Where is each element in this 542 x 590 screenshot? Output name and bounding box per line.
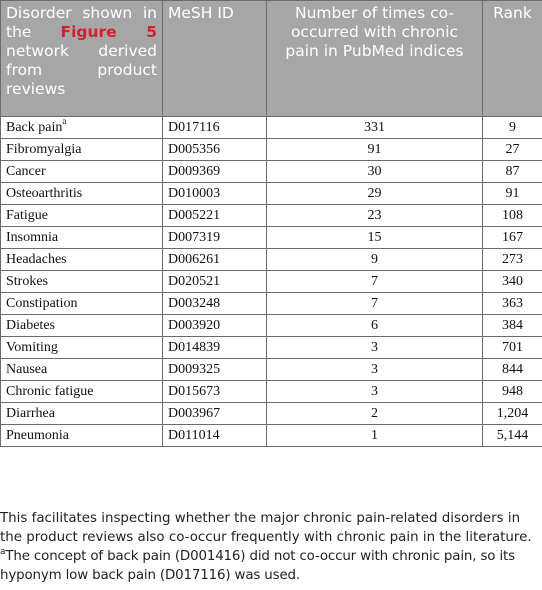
mesh-id-cell: D005221 <box>163 205 267 227</box>
table-body <box>1 117 542 447</box>
mesh-id-cell: D003248 <box>163 293 267 315</box>
mesh-id-cell: D010003 <box>163 183 267 205</box>
count-cell: 23 <box>267 205 483 227</box>
mesh-id-cell: D007319 <box>163 227 267 249</box>
rank-cell: 340 <box>483 271 542 293</box>
disorder-cell: Headaches <box>1 249 163 271</box>
mesh-id-cell: D020521 <box>163 271 267 293</box>
rank-cell: 27 <box>483 139 542 161</box>
disorder-cell: Nausea <box>1 359 163 381</box>
table-row <box>1 205 542 227</box>
table-row <box>1 117 542 139</box>
rank-cell: 91 <box>483 183 542 205</box>
rank-cell: 167 <box>483 227 542 249</box>
header-rank: Rank <box>483 1 542 117</box>
disorder-cell: Pneumonia <box>1 425 163 447</box>
rank-cell: 844 <box>483 359 542 381</box>
disorder-cell: Strokes <box>1 271 163 293</box>
rank-cell: 5,144 <box>483 425 542 447</box>
rank-cell: 273 <box>483 249 542 271</box>
rank-cell: 108 <box>483 205 542 227</box>
table-row <box>1 381 542 403</box>
table-row <box>1 293 542 315</box>
figure-5-link[interactable]: Figure 5 <box>60 23 157 41</box>
table-row <box>1 359 542 381</box>
table-row <box>1 403 542 425</box>
rank-cell: 384 <box>483 315 542 337</box>
mesh-id-cell: D005356 <box>163 139 267 161</box>
header-row <box>1 1 542 117</box>
table-row <box>1 249 542 271</box>
disorder-cell: Osteoarthritis <box>1 183 163 205</box>
rank-cell: 701 <box>483 337 542 359</box>
table-row <box>1 337 542 359</box>
disorder-cell: Constipation <box>1 293 163 315</box>
disorder-cell: Fatigue <box>1 205 163 227</box>
table-note: This facilitates inspecting whether the major chronic pain-related disorders in the product reviews also co-occur frequently with chronic pain in the literature. <box>0 511 532 545</box>
table-row <box>1 271 542 293</box>
table-notes <box>0 509 542 585</box>
disorder-cell: Chronic fatigue <box>1 381 163 403</box>
rank-cell: 9 <box>483 117 542 139</box>
mesh-id-cell: D009369 <box>163 161 267 183</box>
count-cell: 91 <box>267 139 483 161</box>
mesh-id-cell: D009325 <box>163 359 267 381</box>
header-disorder: Disorder shown in the Figure 5 network derived from product reviews <box>1 1 163 117</box>
header-count: Number of times co-occurred with chronic pain in PubMed indices <box>267 1 483 117</box>
mesh-id-cell: D011014 <box>163 425 267 447</box>
mesh-id-cell: D006261 <box>163 249 267 271</box>
count-cell: 3 <box>267 381 483 403</box>
disorder-cell: Back pain$^a$ <box>1 117 163 139</box>
count-cell: 7 <box>267 293 483 315</box>
count-cell: 29 <box>267 183 483 205</box>
disorder-cell: Insomnia <box>1 227 163 249</box>
disorder-cell: Fibromyalgia <box>1 139 163 161</box>
count-cell: 2 <box>267 403 483 425</box>
disorder-cell: Diarrhea <box>1 403 163 425</box>
count-cell: 3 <box>267 337 483 359</box>
table-row <box>1 315 542 337</box>
count-cell: 3 <box>267 359 483 381</box>
mesh-id-cell: D017116 <box>163 117 267 139</box>
count-cell: 30 <box>267 161 483 183</box>
table-row <box>1 161 542 183</box>
disorder-cell: Vomiting <box>1 337 163 359</box>
table-row <box>1 227 542 249</box>
rank-cell: 948 <box>483 381 542 403</box>
count-cell: 1 <box>267 425 483 447</box>
mesh-id-cell: D003967 <box>163 403 267 425</box>
disorder-cell: Diabetes <box>1 315 163 337</box>
count-cell: 9 <box>267 249 483 271</box>
table-footnote: $^a$The concept of back pain (D001416) did not co-occur with chronic pain, so its hyponym low back pain (D017116) was used. <box>0 546 515 583</box>
count-cell: 7 <box>267 271 483 293</box>
count-cell: 331 <box>267 117 483 139</box>
disorder-cell: Cancer <box>1 161 163 183</box>
footnote-marker: a <box>0 546 6 557</box>
table-row <box>1 425 542 447</box>
count-cell: 15 <box>267 227 483 249</box>
mesh-id-cell: D015673 <box>163 381 267 403</box>
mesh-id-cell: D014839 <box>163 337 267 359</box>
rank-cell: 87 <box>483 161 542 183</box>
table-row <box>1 183 542 205</box>
rank-cell: 363 <box>483 293 542 315</box>
header-mesh-id: MeSH ID <box>163 1 267 117</box>
footnote-marker: a <box>62 116 67 127</box>
count-cell: 6 <box>267 315 483 337</box>
table-row <box>1 139 542 161</box>
mesh-id-cell: D003920 <box>163 315 267 337</box>
rank-cell: 1,204 <box>483 403 542 425</box>
